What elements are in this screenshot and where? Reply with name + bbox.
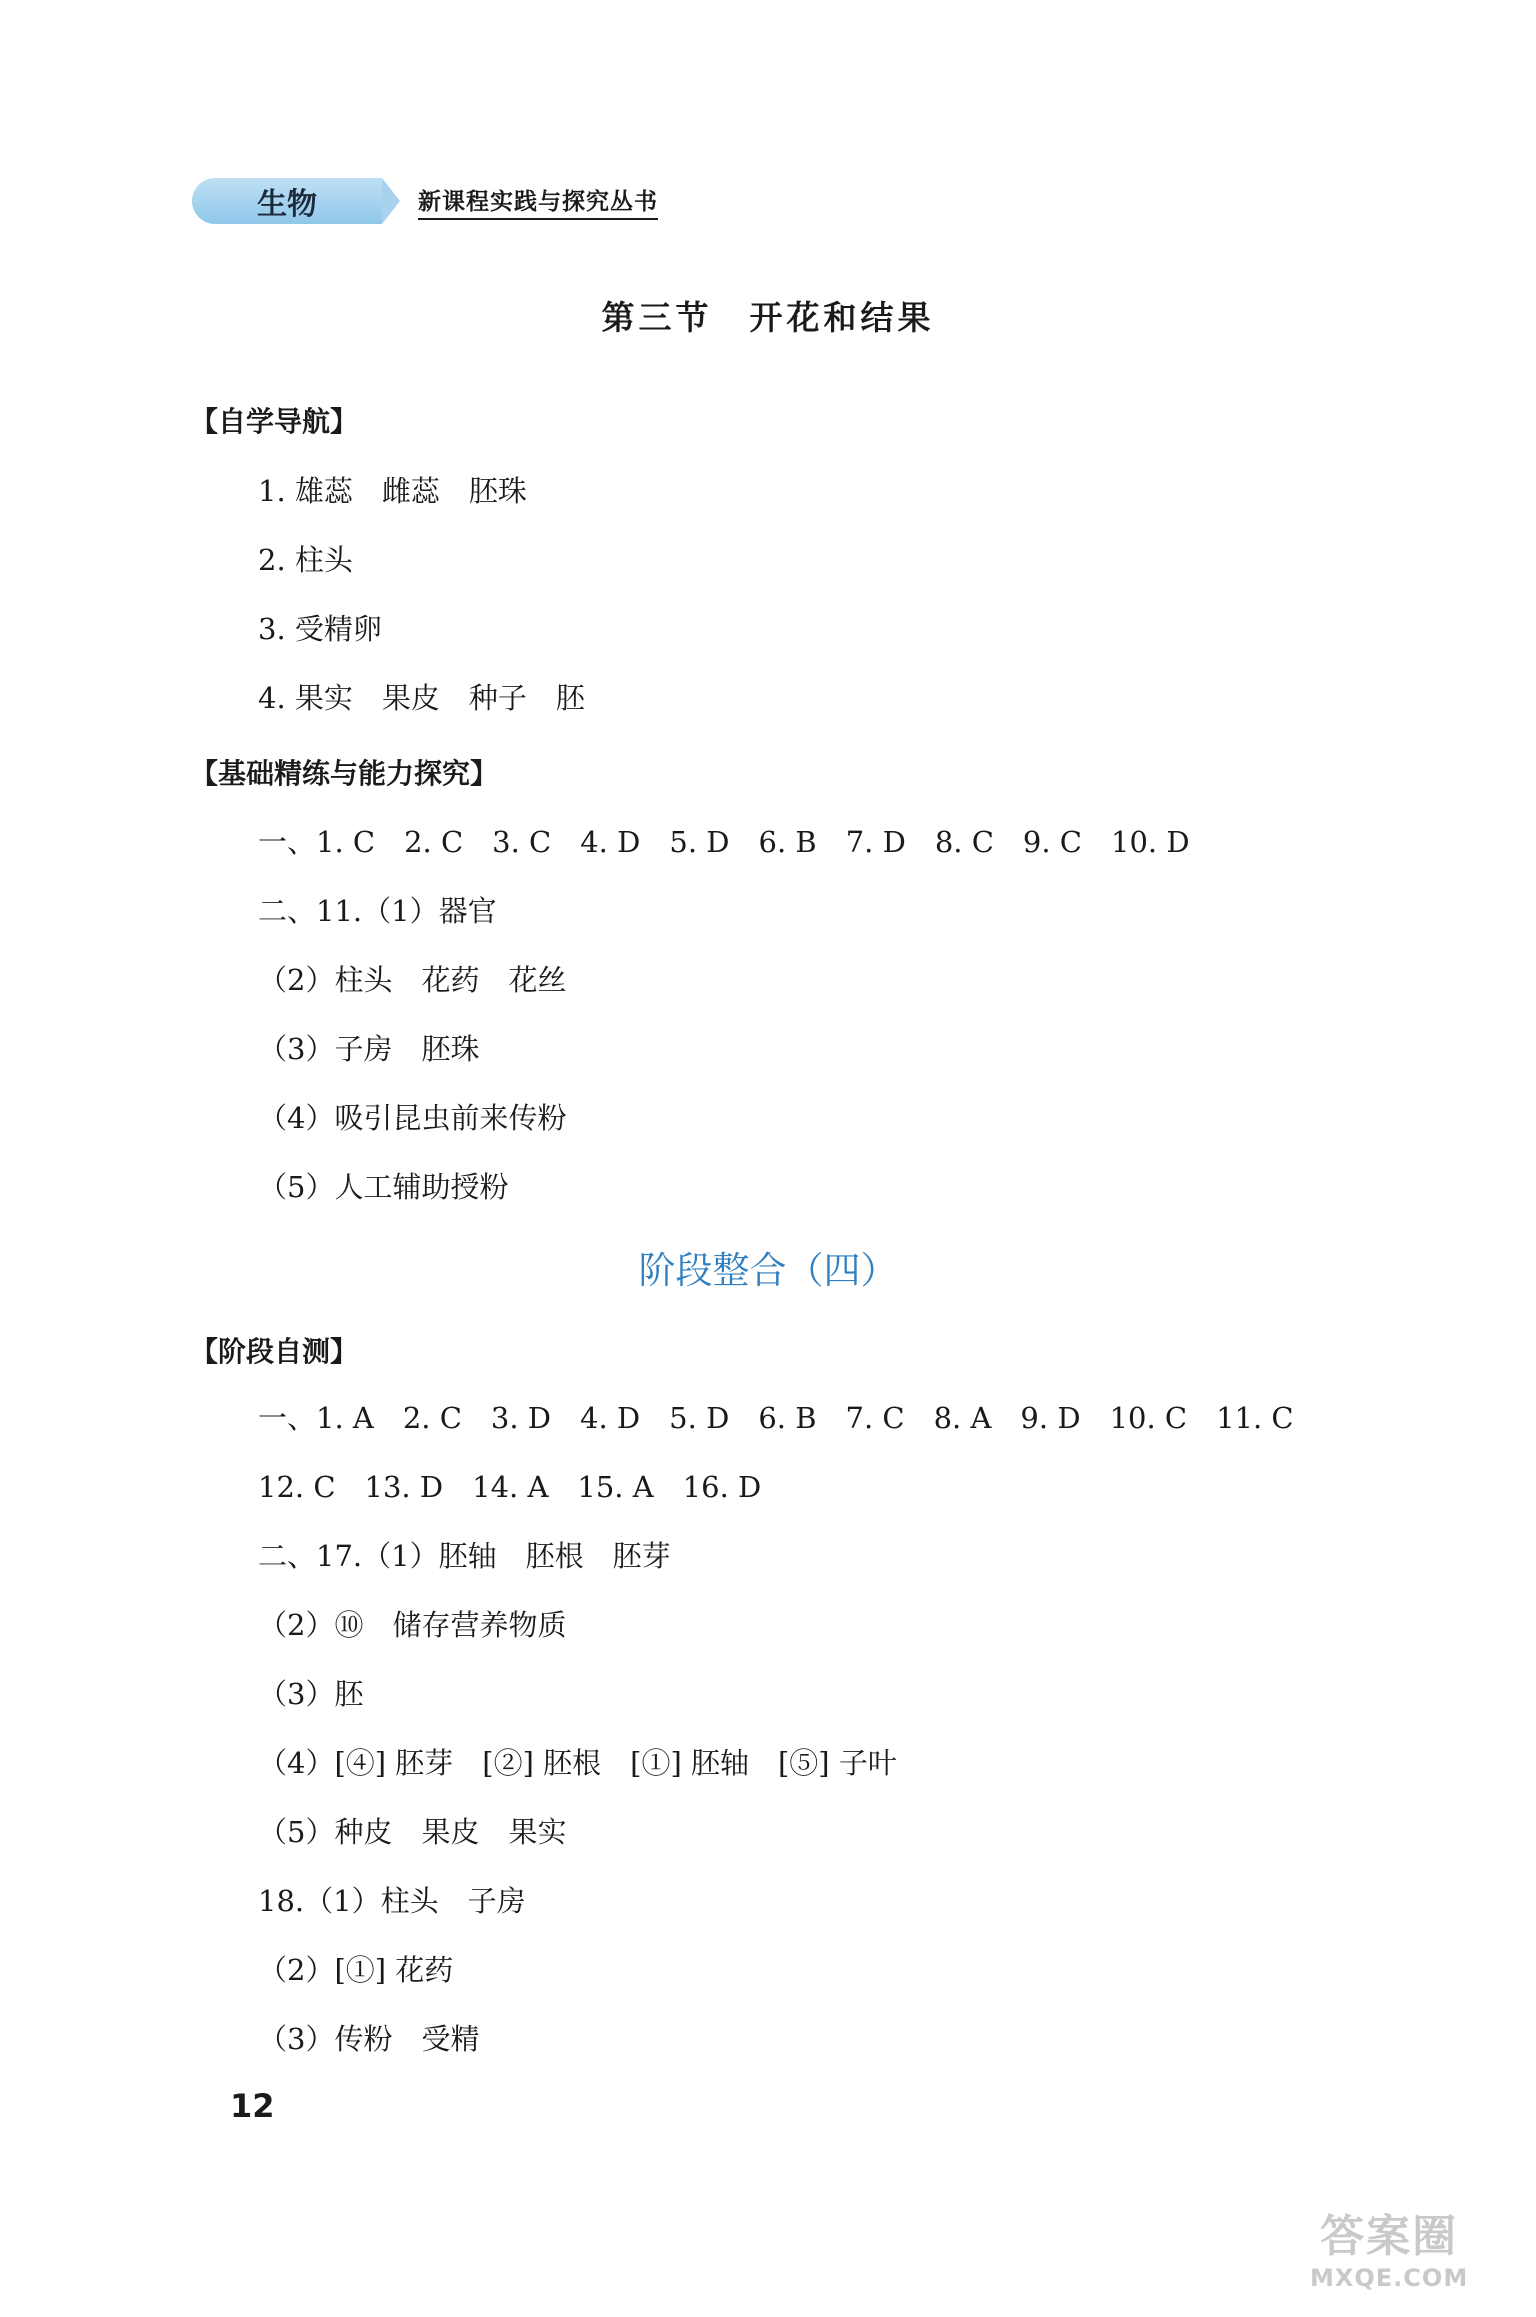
self-study-heading: 【自学导航】	[190, 405, 359, 438]
stage-test-line: 12. C 13. D 14. A 15. A 16. D	[258, 1470, 762, 1504]
self-study-line: 1. 雄蕊 雌蕊 胚珠	[258, 474, 527, 508]
stage-test-line: 二、17.（1）胚轴 胚根 胚芽	[258, 1539, 671, 1573]
series-title: 新课程实践与探究丛书	[418, 183, 658, 220]
basic-practice-line: （2）柱头 花药 花丝	[258, 963, 567, 997]
stage-test-heading: 【阶段自测】	[190, 1335, 359, 1368]
basic-practice-line: 一、1. C 2. C 3. C 4. D 5. D 6. B 7. D 8. C 9. C 10. D	[258, 825, 1190, 859]
section-title: 第三节 开花和结果	[601, 298, 935, 337]
basic-practice-line: （5）人工辅助授粉	[258, 1170, 509, 1204]
stage-test-line: （3）传粉 受精	[258, 2022, 480, 2056]
page-number: 12	[230, 2087, 275, 2125]
stage-test-line: （5）种皮 果皮 果实	[258, 1815, 567, 1849]
basic-practice-line: （4）吸引昆虫前来传粉	[258, 1101, 567, 1135]
watermark-site: MXQE.COM	[1310, 2264, 1469, 2292]
basic-practice-heading: 【基础精练与能力探究】	[190, 757, 499, 790]
watermark-logo: 答案圈	[1320, 2211, 1459, 2262]
self-study-line: 2. 柱头	[258, 543, 353, 577]
basic-practice-line: 二、11.（1）器官	[258, 894, 497, 928]
self-study-line: 4. 果实 果皮 种子 胚	[258, 681, 585, 715]
basic-practice-line: （3）子房 胚珠	[258, 1032, 480, 1066]
stage-test-line: （2）[①] 花药	[258, 1953, 454, 1987]
stage-test-line: 18.（1）柱头 子房	[258, 1884, 526, 1918]
stage-test-line: （4）[④] 胚芽 [②] 胚根 [①] 胚轴 [⑤] 子叶	[258, 1746, 897, 1780]
stage-test-line: （3）胚	[258, 1677, 364, 1711]
stage-title: 阶段整合（四）	[638, 1249, 898, 1292]
page-header	[192, 174, 658, 228]
self-study-line: 3. 受精卵	[258, 612, 382, 646]
subject-label: 生物	[257, 187, 317, 222]
stage-test-line: （2）⑩ 储存营养物质	[258, 1608, 567, 1642]
subject-tab	[192, 178, 382, 224]
stage-test-line: 一、1. A 2. C 3. D 4. D 5. D 6. B 7. C 8. A 9. D 10. C 11. C	[258, 1401, 1294, 1435]
watermark	[1310, 2200, 1468, 2292]
